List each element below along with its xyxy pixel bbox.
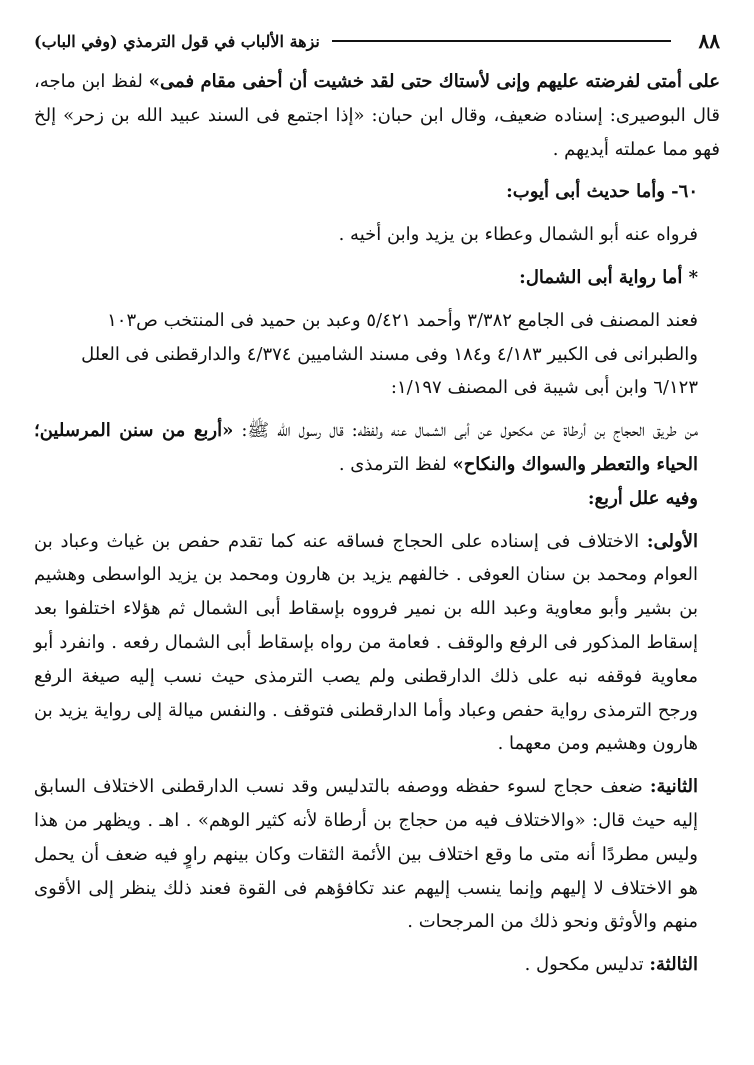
defect-label-2: الثانية: (649, 776, 698, 798)
page-number: ٨٨ (698, 29, 720, 53)
paragraph-defect-2 (34, 770, 720, 939)
header-rule (332, 40, 671, 42)
defect-text-3: تدليس مكحول . (524, 954, 650, 976)
paragraph-text: لفظ ابن ماجه، قال البوصيرى: إسناده ضعيف، وقال ابن حبان: «إذا اجتمع فى السند عبيد الله بن زحر» إلخ فهو مما عملته أيديهم . (34, 71, 720, 160)
paragraph-defect-3 (34, 948, 720, 982)
subheading-abu-shamal: * أما رواية أبى الشمال: (519, 266, 698, 288)
paragraph-defect-1 (34, 525, 720, 762)
hadith-text: «أربع من سنن المرسلين؛ الحياء والتعطر والسواك والنكاح» (34, 420, 698, 475)
subheading-four-defects: وفيه علل أربع: (587, 487, 698, 509)
section-heading-60: ٦٠- وأما حديث أبى أيوب: (506, 181, 698, 203)
document-page (34, 26, 720, 1045)
defect-text-2: ضعف حجاج لسوء حفظه ووصفه بالتدليس وقد نسب الدارقطنى الاختلاف السابق إليه حيث قال: «والاختلاف فيه من حجاج بن أرطاة لأنه كثير الوهم» . اهـ . ويظهر من هذا وليس مطردًا أنه متى ما وقع اختلاف بين الأئمة الثقات وكان بينهم راوٍ فيه ضعف أن يحمل هو الاختلاف لا إليهم وإنما ينسب إليهم عند تكافؤهم فى القوة فعند ذلك ينظر إلى الأقوى منهم والأوثق ونحو ذلك من المرجحات . (34, 776, 698, 933)
page-body (34, 65, 720, 982)
page-header (34, 26, 720, 56)
paragraph-hadith-ending (34, 65, 720, 166)
paragraph-isnad (34, 414, 720, 482)
running-title: نزهة الألباب في قول الترمذي (وفي الباب) (34, 31, 320, 51)
hadith-ending-quote: على أمتى لفرضته عليهم وإنى لأستاك حتى لقد خشيت أن أحفى مقام فمى» (148, 71, 720, 92)
defect-label-3: الثالثة: (649, 954, 698, 976)
defect-label-1: الأولى: (646, 530, 698, 552)
paragraph-narrators: فرواه عنه أبو الشمال وعطاء بن يزيد وابن أخيه . (338, 224, 698, 246)
paragraph-sources: فعند المصنف فى الجامع ٣/٣٨٢ وأحمد ٥/٤٢١ وعبد بن حميد فى المنتخب ص١٠٣ والطبرانى فى الكبير ٤/١٨٣ و١٨٤ وفى مسند الشاميين ٤/٣٧٤ والدارقطنى فى العلل ٦/١٢٣ وابن أبى شيبة فى المصنف ١/١٩٧: (81, 309, 698, 399)
defect-text-1: الاختلاف فى إسناده على الحجاج فساقه عنه كما تقدم حفص بن غياث وعباد بن العوام ومحمد بن سنان العوفى . خالفهم يزيد بن هارون ومحمد بن يزيد الواسطى وهشيم بن بشير وأبو معاوية وعبد الله بن نمير فرووه بإسقاط أبى الشمال ثم هؤلاء اختلفوا بعد إسقاط المذكور فى الرفع والوقف . فعامة من رواه بإسقاط أبى الشمال رفعه . وانفرد أبو معاوية فوقفه نبه على ذلك الدارقطنى ولم يصب الترمذى حيث نسب إليه صيغة الرفع ورجح الترمذى رواية حفص وعباد وأما الدارقطنى فتوقف . والنفس ميالة إلى رواية يزيد بن هارون وهشيم ومن معهما . (34, 530, 698, 755)
isnad-tail: لفظ الترمذى . (338, 453, 453, 475)
isnad-text: من طريق الحجاج بن أرطاة عن مكحول عن أبى الشمال عنه ولفظه: قال رسول الله ﷺ: (233, 420, 698, 442)
